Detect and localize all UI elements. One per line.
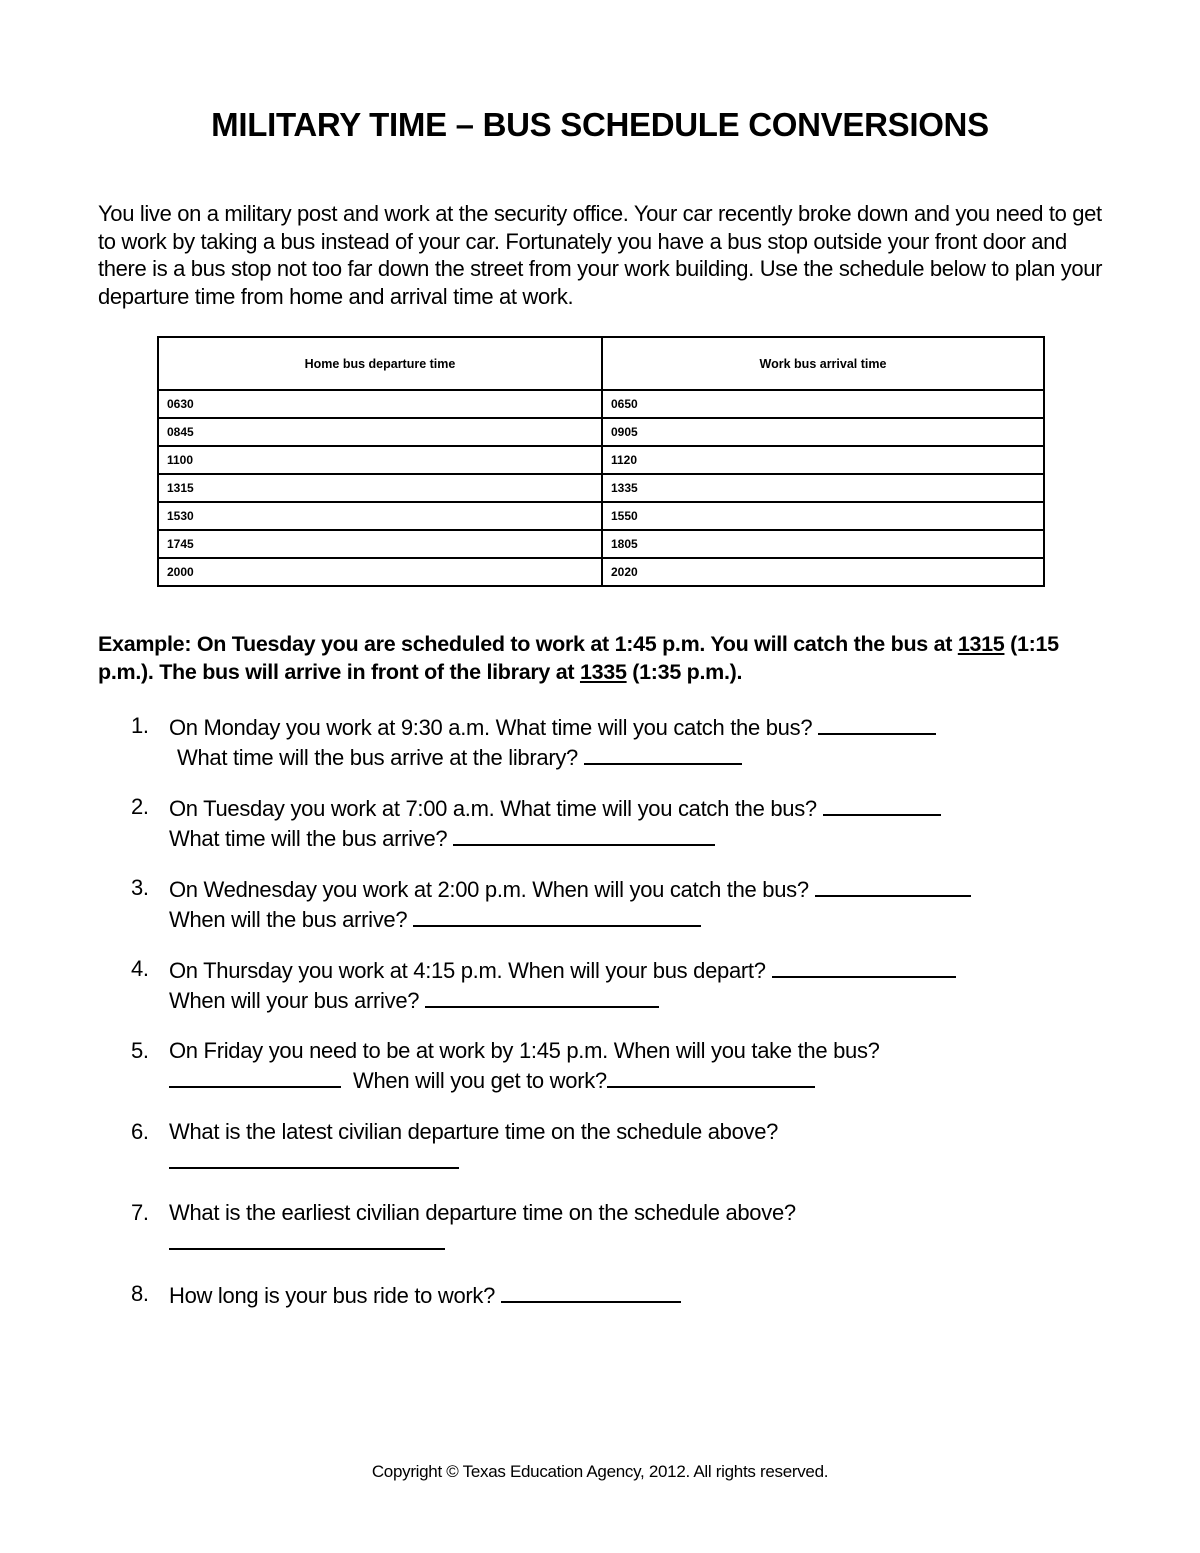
- answer-blank[interactable]: [823, 793, 941, 816]
- departure-cell: 1745: [158, 530, 602, 558]
- answer-blank[interactable]: [772, 955, 956, 978]
- copyright-footer: Copyright © Texas Education Agency, 2012. All rights reserved.: [371, 1462, 829, 1481]
- example-text-3: (1:35 p.m.).: [626, 660, 743, 684]
- departure-cell: 0845: [158, 418, 602, 446]
- page-title: MILITARY TIME – BUS SCHEDULE CONVERSIONS: [211, 106, 989, 143]
- question-6: [131, 1118, 1081, 1175]
- question-5: [131, 1037, 1081, 1094]
- header-arrival: Work bus arrival time: [602, 337, 1044, 390]
- table-row: [158, 530, 1044, 558]
- question-text: What is the latest civilian departure time on the schedule above?: [169, 1119, 779, 1144]
- departure-cell: 2000: [158, 558, 602, 586]
- question-text: When will you get to work?: [353, 1067, 607, 1093]
- departure-cell: 0630: [158, 390, 602, 418]
- arrival-cell: 0905: [602, 418, 1044, 446]
- example-text-1: Example: On Tuesday you are scheduled to work at 1:45 p.m. You will catch the bus at: [98, 632, 958, 656]
- table-row: [158, 502, 1044, 530]
- question-text: On Wednesday you work at 2:00 p.m. When will you catch the bus?: [169, 877, 809, 902]
- answer-blank[interactable]: [169, 1227, 445, 1250]
- example-paragraph: [98, 630, 1108, 686]
- question-text: What time will the bus arrive at the library?: [177, 744, 578, 770]
- table-row: [158, 558, 1044, 586]
- question-1: [131, 712, 1081, 771]
- arrival-cell: 1550: [602, 502, 1044, 530]
- answer-blank[interactable]: [818, 712, 936, 735]
- question-number: 4.: [131, 956, 149, 981]
- question-number: 7.: [131, 1200, 149, 1225]
- answer-blank[interactable]: [169, 1146, 459, 1169]
- question-3: [131, 874, 1081, 933]
- departure-cell: 1100: [158, 446, 602, 474]
- question-8: [131, 1280, 1081, 1310]
- question-number: 8.: [131, 1281, 149, 1306]
- answer-blank[interactable]: [425, 985, 659, 1008]
- question-number: 1.: [131, 713, 149, 738]
- arrival-cell: 1120: [602, 446, 1044, 474]
- answer-blank[interactable]: [584, 742, 742, 765]
- question-text: How long is your bus ride to work?: [169, 1283, 496, 1308]
- answer-blank[interactable]: [169, 1065, 341, 1088]
- example-text-2: (1:15 p.m.). The bus will arrive in front of the library at: [98, 632, 1059, 684]
- departure-cell: 1315: [158, 474, 602, 502]
- question-number: 5.: [131, 1038, 149, 1063]
- question-number: 3.: [131, 875, 149, 900]
- answer-blank[interactable]: [607, 1065, 815, 1088]
- example-departure-time: 1315: [957, 632, 1005, 656]
- table-row: [158, 390, 1044, 418]
- arrival-cell: 0650: [602, 390, 1044, 418]
- question-text: What time will the bus arrive?: [169, 825, 448, 851]
- question-text: On Thursday you work at 4:15 p.m. When will your bus depart?: [169, 958, 766, 983]
- question-text: What is the earliest civilian departure time on the schedule above?: [169, 1200, 796, 1225]
- arrival-cell: 1805: [602, 530, 1044, 558]
- answer-blank[interactable]: [453, 823, 715, 846]
- header-departure: Home bus departure time: [158, 337, 602, 390]
- table-row: [158, 474, 1044, 502]
- departure-cell: 1530: [158, 502, 602, 530]
- answer-blank[interactable]: [815, 874, 971, 897]
- question-2: [131, 793, 1081, 852]
- answer-blank[interactable]: [413, 904, 701, 927]
- bus-schedule-table: [157, 336, 1045, 587]
- question-text: On Monday you work at 9:30 a.m. What time will you catch the bus?: [169, 715, 813, 740]
- intro-paragraph: You live on a military post and work at the security office. Your car recently broke down and you need to get to work by taking a bus instead of your car. Fortunately you have a bus stop outside your front door and there is a bus stop not too far down the street from your work building. Use the schedule below to plan your departure time from home and arrival time at work.: [98, 201, 1103, 309]
- example-arrival-time: 1335: [579, 660, 627, 684]
- question-text: When will your bus arrive?: [169, 987, 420, 1013]
- question-number: 2.: [131, 794, 149, 819]
- table-header-row: [158, 337, 1044, 390]
- question-text: On Tuesday you work at 7:00 a.m. What time will you catch the bus?: [169, 796, 817, 821]
- question-7: [131, 1199, 1081, 1256]
- question-number: 6.: [131, 1119, 149, 1144]
- arrival-cell: 1335: [602, 474, 1044, 502]
- question-text: On Friday you need to be at work by 1:45 p.m. When will you take the bus?: [169, 1038, 880, 1063]
- answer-blank[interactable]: [501, 1280, 681, 1303]
- question-text: When will the bus arrive?: [169, 906, 408, 932]
- table-row: [158, 446, 1044, 474]
- table-row: [158, 418, 1044, 446]
- arrival-cell: 2020: [602, 558, 1044, 586]
- question-4: [131, 955, 1081, 1014]
